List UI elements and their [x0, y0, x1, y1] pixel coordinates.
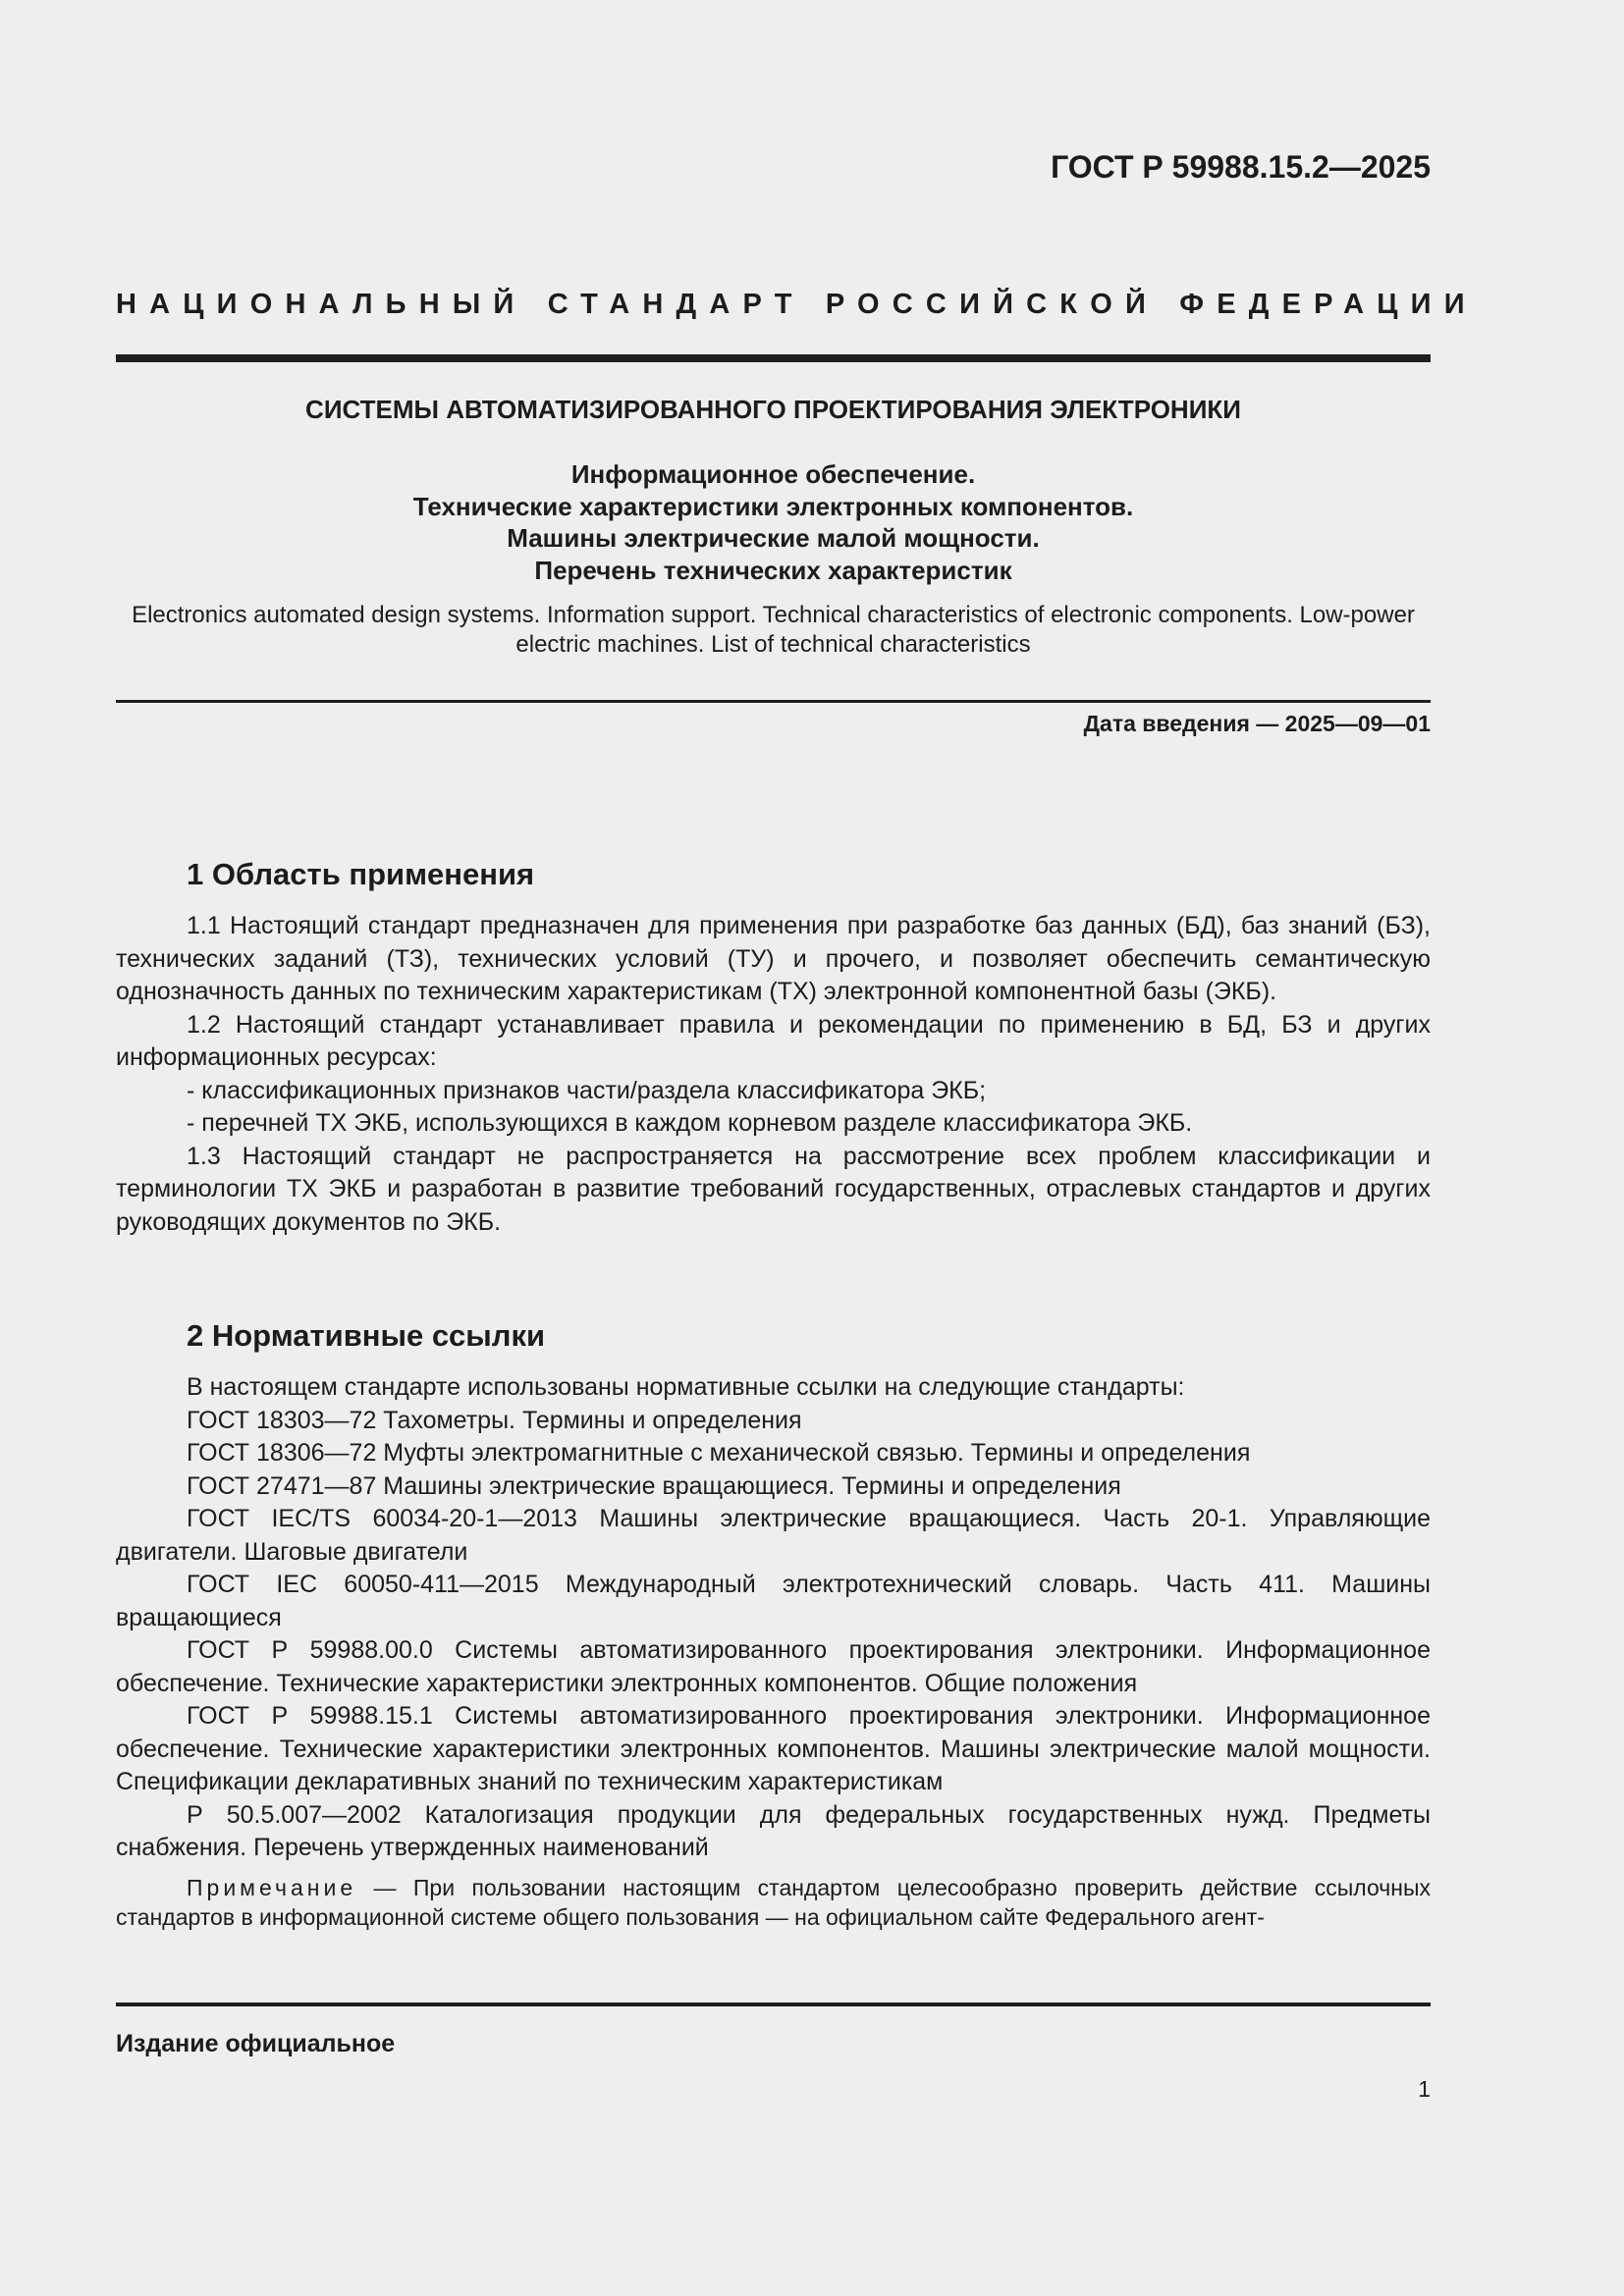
thick-divider [116, 354, 1431, 362]
reference-item: ГОСТ 18303—72 Тахометры. Термины и определения [187, 1406, 802, 1434]
note-label: Примечание [187, 1874, 357, 1900]
note-text: — При пользовании настоящим стандартом целесообразно проверить действие ссылочных стандартов в информационной системе общего пользования — на официальном сайте Федерального агент- [116, 1874, 1431, 1930]
paragraph: 1.3 Настоящий стандарт не распространяется на рассмотрение всех проблем классификации и терминологии ТХ ЭКБ и разработан в развитие требований государственных, отраслевых стандартов и других руководящих документов по ЭКБ. [116, 1142, 1431, 1236]
reference-item: ГОСТ Р 59988.15.1 Системы автоматизированного проектирования электроники. Информационное обеспечение. Технические характеристики электронных компонентов. Машины электрические малой мощности. Спецификации декларативных знаний по техническим характеристикам [116, 1702, 1431, 1795]
section-heading: 2 Нормативные ссылки [187, 1318, 546, 1353]
paragraph: 1.2 Настоящий стандарт устанавливает правила и рекомендации по применению в БД, БЗ и других информационных ресурсах: [116, 1010, 1431, 1071]
section-scope [116, 855, 1431, 1239]
footer-divider [116, 2002, 1431, 2006]
subtitle-line: Информационное обеспечение. [570, 459, 976, 489]
page-number: 1 [1418, 2076, 1431, 2102]
list-item: - классификационных признаков части/раздела классификатора ЭКБ; [187, 1076, 987, 1104]
reference-item: ГОСТ 27471—87 Машины электрические вращающиеся. Термины и определения [187, 1471, 1121, 1500]
paragraph: 1.1 Настоящий стандарт предназначен для применения при разработке баз данных (БД), баз знаний (БЗ), технических заданий (ТЗ), технических условий (ТУ) и прочего, и позволяет обеспечить семантическую однозначность данных по техническим характеристикам (ТХ) электронной компонентной базы (ЭКБ). [116, 912, 1431, 1005]
standard-subtitle [116, 458, 1431, 586]
thin-divider [116, 700, 1431, 703]
document-code: ГОСТ Р 59988.15.2—2025 [1051, 149, 1431, 185]
national-standard-banner: НАЦИОНАЛЬНЫЙ СТАНДАРТ РОССИЙСКОЙ ФЕДЕРАЦИИ [116, 289, 1478, 320]
list-item: - перечней ТХ ЭКБ, использующихся в каждом корневом разделе классификатора ЭКБ. [187, 1109, 1193, 1137]
subtitle-line: Перечень технических характеристик [534, 555, 1012, 585]
standard-title: СИСТЕМЫ АВТОМАТИЗИРОВАННОГО ПРОЕКТИРОВАНИЯ ЭЛЕКТРОНИКИ [305, 395, 1241, 424]
section-normative-references [116, 1316, 1431, 1932]
reference-item: ГОСТ Р 59988.00.0 Системы автоматизированного проектирования электроники. Информационное обеспечение. Технические характеристики электронных компонентов. Общие положения [116, 1636, 1431, 1697]
reference-item: ГОСТ IEC 60050-411—2015 Международный электротехнический словарь. Часть 411. Машины вращающиеся [116, 1571, 1431, 1631]
english-title: Electronics automated design systems. Information support. Technical characteristics of electronic components. Low-power electric machines. List of technical characteristics [132, 602, 1415, 658]
paragraph: В настоящем стандарте использованы нормативные ссылки на следующие стандарты: [187, 1373, 1185, 1401]
subtitle-line: Технические характеристики электронных компонентов. [412, 491, 1134, 521]
official-edition-label: Издание официальное [116, 2030, 396, 2057]
reference-item: ГОСТ IEC/TS 60034-20-1—2013 Машины электрические вращающиеся. Часть 20-1. Управляющие двигатели. Шаговые двигатели [116, 1505, 1431, 1566]
section-heading: 1 Область применения [187, 857, 535, 891]
reference-item: Р 50.5.007—2002 Каталогизация продукции для федеральных государственных нужд. Предметы снабжения. Перечень утвержденных наименований [116, 1800, 1431, 1861]
subtitle-line: Машины электрические малой мощности. [507, 523, 1040, 553]
introduction-date: Дата введения — 2025—09—01 [1083, 711, 1431, 736]
note [116, 1873, 1431, 1932]
reference-item: ГОСТ 18306—72 Муфты электромагнитные с механической связью. Термины и определения [187, 1439, 1251, 1467]
